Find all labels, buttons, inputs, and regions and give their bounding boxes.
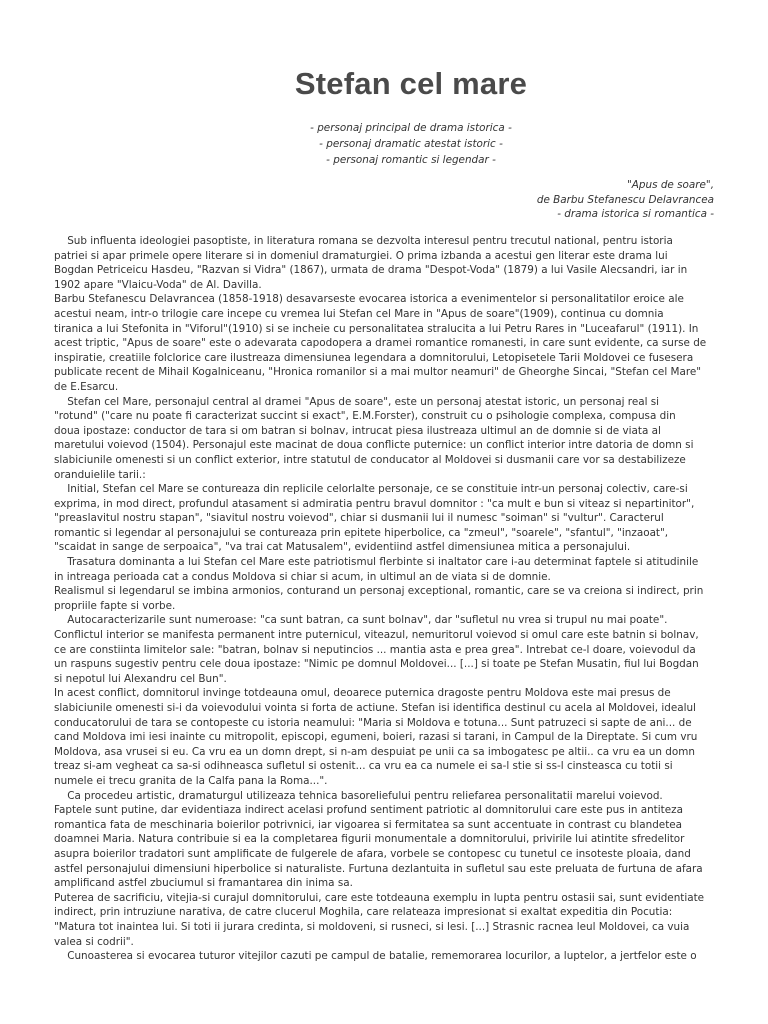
body-line: Sub influenta ideologiei pasoptiste, in literatura romana se dezvolta interesul pentru trecutul national, pentru istoria: [54, 235, 673, 247]
body-line: romantic si legendar al personajului se contureaza prin epitete hiperbolice, ca "zmeul", "soarele", "sfantul", "inzaoat",: [54, 526, 669, 539]
citation-line: de Barbu Stefanescu Delavrancea: [536, 193, 714, 206]
subtitle-block: [0, 120, 768, 168]
citation-line: "Apus de soare",: [627, 179, 714, 191]
body-line: Puterea de sacrificiu, vitejia-si curajul domnitorului, care este totdeauna exemplu in lupta pentru ostasii sai, sunt evidentiate: [54, 891, 705, 904]
body-line: un raspuns sugestiv pentru cele doua ipostaze: "Nimic pe domnul Moldovei... [...] si toate pe Stefan Musatin, fiul lui Bogdan: [54, 658, 699, 671]
body-line: Moldova, asa vrusei si eu. Ca vru ea un domn drept, si n-am despuiat pe unii ca sa imbogatesc pe altii.. ca vru ea un domn: [54, 745, 695, 758]
body-line: Faptele sunt putine, dar evidentiaza indirect acelasi profund sentiment patriotic al domnitorului care este pus in antiteza: [54, 804, 683, 817]
body-line: ce are constiinta limitelor sale: "batran, bolnav si neputincios ... mantia asta e prea grea". Intrebat ce-l doare, voievodul da: [54, 643, 696, 656]
subtitle-line: - personaj principal de drama istorica -: [310, 122, 512, 134]
body-line: oranduielile tarii.:: [54, 468, 146, 481]
body-line: si nepotul lui Alexandru cel Bun".: [54, 672, 227, 685]
body-line: maretului voievod (1504). Personajul este macinat de doua conflicte puternice: un conflict interior intre datoria de domn si: [54, 439, 694, 452]
body-line: doamnei Maria. Natura contribuie si ea la completarea figurii monumentale a domnitorului, privirile lui atintite sfredelitor: [54, 833, 685, 846]
body-line: Bogdan Petriceicu Hasdeu, "Razvan si Vidra" (1867), urmata de drama "Despot-Voda" (1879) a lui Vasile Alecsandri, iar in: [54, 264, 688, 277]
body-line: asupra boierilor tradatori sunt amplificate de fulgerele de afara, vorbele se contopesc cu tunetul ce insoteste ploaia, dand: [54, 847, 691, 860]
body-line: indirect, prin intruziune narativa, de catre clucerul Moghila, care relateaza impresionat si exaltat expeditia din Pocutia:: [54, 906, 673, 919]
body-line: amplificand astfel zbuciumul si framantarea din inima sa.: [54, 877, 353, 890]
body-line: Trasatura dominanta a lui Stefan cel Mare este patriotismul flerbinte si inaltator care i-au determinat faptele si atitudinile: [54, 556, 699, 569]
body-text: [54, 234, 714, 964]
body-line: cand Moldova imi iesi inainte cu mitropolit, episcopi, egumeni, boieri, razasi si tarani, in Campul de la Direptate. Si cum vru: [54, 731, 698, 744]
body-line: acest triptic, "Apus de soare" este o adevarata capodopera a dramei romantice romanesti, in care sunt evidente, ca surse de: [54, 337, 707, 350]
body-line: Conflictul interior se manifesta permanent intre puternicul, viteazul, nemuritorul voievod si omul care este batnin si bolnav,: [54, 629, 699, 642]
body-line: numele ei trecu granita de la Calfa pana la Roma...".: [54, 774, 328, 787]
body-line: publicate recent de Mihail Kogalniceanu, "Hronica romanilor si a mai multor neamuri" de Gheorghe Sincai, "Stefan cel Mare": [54, 366, 702, 379]
body-line: Stefan cel Mare, personajul central al dramei "Apus de soare", este un personaj atestat istoric, un personaj real si: [54, 395, 660, 408]
body-line: propriile fapte si vorbe.: [54, 599, 176, 612]
body-line: Autocaracterizarile sunt numeroase: "ca sunt batran, ca sunt bolnav", dar "sufletul nu vrea si trupul nu mai poate".: [54, 614, 668, 627]
body-line: slabiciunile omenesti si un conflict exterior, intre statutul de conducator al Moldovei si dusmanii care vor sa destabilizeze: [54, 453, 686, 466]
subtitle-line: - personaj dramatic atestat istoric -: [319, 138, 503, 150]
subtitle-line: - personaj romantic si legendar -: [326, 154, 496, 166]
body-line: patriei si apar primele opere literare si in domeniul dramaturgiei. O prima izbanda a acestui gen literar este drama lui: [54, 249, 668, 262]
citation-block: [537, 178, 714, 222]
body-line: Realismul si legendarul se imbina armonios, conturand un personaj exceptional, romantic, care se va creiona si indirect, prin: [54, 585, 704, 598]
body-line: Barbu Stefanescu Delavrancea (1858-1918) desavarseste evocarea istorica a evenimentelor si personalitatilor eroice ale: [54, 293, 684, 306]
body-line: slabiciunile omenesti si-i da voievodului vointa si forta de actiune. Stefan isi identifica destinul cu acela al Moldovei, idealul: [54, 702, 696, 714]
body-line: inspiratie, creatiile folclorice care ilustreaza dimensiunea legendara a domnitorului, Letopisetele Tarii Moldovei ce fusesera: [54, 351, 694, 364]
citation-line: - drama istorica si romantica -: [557, 208, 714, 221]
body-line: Cunoasterea si evocarea tuturor vitejilor cazuti pe campul de batalie, rememorarea locurilor, a luptelor, a jertfelor este o: [54, 950, 697, 963]
body-line: "rotund" ("care nu poate fi caracterizat succint si exact", E.M.Forster), construit cu o psihologie complexa, compusa din: [54, 410, 676, 423]
body-line: 1902 apare "Vlaicu-Voda" de Al. Davilla.: [54, 278, 262, 291]
body-line: treaz si-am vegheat ca sa-si odihneasca sufletul si ostenit... ca vru ea ca numele ei sa-l stie si ss-l cinsteasca cu totii si: [54, 760, 673, 773]
body-line: conducatorului de tara se contopeste cu istoria neamului: "Maria si Moldova e totuna... Sunt patruzeci si sapte de ani... de: [54, 716, 692, 729]
body-line: tiranica a lui Stefonita in "Viforul"(1910) si se incheie cu personalitatea stralucita a lui Petru Rares in "Luceafarul" (1911). In: [54, 322, 699, 335]
body-line: astfel personajului dimensiuni hiperbolice si naturaliste. Furtuna dezlantuita in sufletul sau este preluata de furtuna de afara: [54, 862, 703, 875]
body-line: In acest conflict, domnitorul invinge totdeauna omul, deoarece puternica dragoste pentru Moldova este mai presus de: [54, 687, 671, 700]
body-line: "scaidat in sange de serpoaica", "va trai cat Matusalem", evidentiind astfel dimensiunea mitica a personajului.: [54, 541, 631, 554]
page-title: Stefan cel mare: [294, 66, 528, 101]
body-line: valea si codrii".: [54, 935, 134, 948]
body-line: romantica fata de meschinaria boierilor potrivnici, iar vigoarea si fermitatea sa sunt accentuate in contrast cu blandetea: [54, 818, 683, 831]
body-line: "Matura tot inaintea lui. Si toti ii jurara credinta, si moldoveni, si rusneci, si lesi. [...] Strasnic racnea leul Moldovei, ca vuia: [54, 920, 690, 933]
body-line: doua ipostaze: conductor de tara si om batran si bolnav, intrucat piesa ilustreaza ultimul an de domnie si de viata al: [54, 424, 661, 437]
body-line: in intreaga perioada cat a condus Moldova si chiar si acum, in ultimul an de viata si de domnie.: [54, 570, 551, 583]
body-line: acestui neam, intr-o trilogie care incepe cu vremea lui Stefan cel Mare in "Apus de soare"(1909), continua cu domnia: [54, 307, 664, 320]
body-line: Initial, Stefan cel Mare se contureaza din replicile celorlalte personaje, ce se constituie intr-un personaj colectiv, care-si: [54, 483, 688, 496]
body-line: de E.Esarcu.: [54, 380, 119, 393]
body-line: Ca procedeu artistic, dramaturgul utilizeaza tehnica basoreliefului pentru reliefarea personalitatii marelui voievod.: [54, 789, 663, 802]
body-line: "preaslavitul nostru stapan", "siavitul nostru voievod", chiar si dusmanii lui il numesc "soiman" si "vultur". Caracterul: [54, 512, 664, 525]
body-line: exprima, in mod direct, profundul atasament si admiratia pentru bravul domnitor : "ca mult e bun si viteaz si nepartinitor",: [54, 497, 695, 510]
